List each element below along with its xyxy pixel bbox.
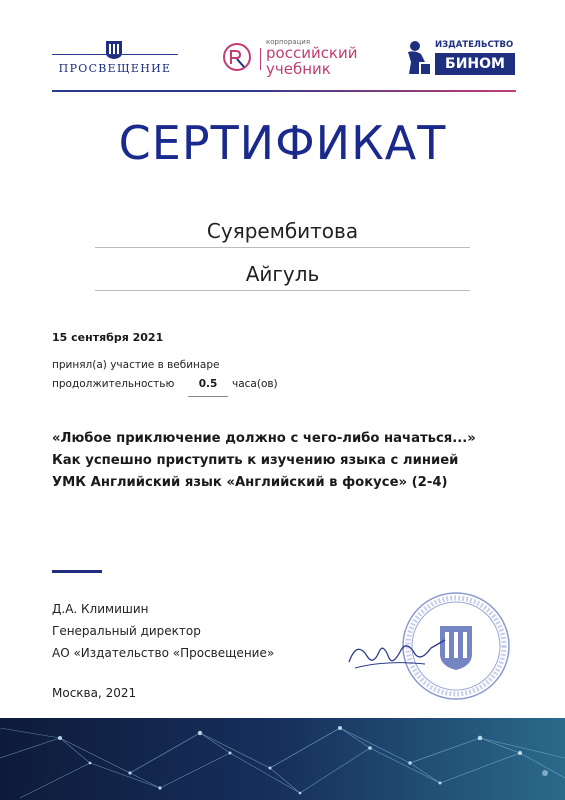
- recipient-last-name: Суярембитова: [206, 219, 359, 243]
- binom-logo-top-text: ИЗДАТЕЛЬСТВО: [435, 40, 514, 50]
- webinar-title-line: Как успешно приступить к изучению языка с линией: [52, 453, 459, 468]
- prosveshchenie-logo-text: ПРОСВЕЩЕНИЕ: [58, 62, 172, 75]
- webinar-title-line: «Любое приключение должно с чего-либо начаться...»: [52, 431, 476, 446]
- ru-logo-line1: российский: [266, 44, 358, 62]
- header-divider: [52, 90, 516, 92]
- footer-network-decoration: [0, 718, 565, 800]
- certificate-title: СЕРТИФИКАТ: [118, 116, 447, 170]
- signatory-name: Д.А. Климишин: [52, 602, 149, 616]
- ru-logo-line2: учебник: [266, 60, 331, 78]
- duration-value: 0.5: [198, 378, 218, 390]
- webinar-title: [52, 428, 522, 494]
- ru-logo-small-text: корпорация: [266, 38, 311, 46]
- binom-figure-icon: [405, 40, 431, 76]
- recipient-first-name: Айгуль: [245, 262, 320, 286]
- webinar-title-line: УМК Английский язык «Английский в фокусе» (2-4): [52, 475, 448, 490]
- rossiyskiy-uchebnik-logo: [222, 38, 372, 78]
- duration-label: продолжительностью: [52, 378, 175, 390]
- binom-logo: [405, 40, 517, 80]
- webinar-date: 15 сентября 2021: [52, 331, 164, 344]
- duration-underline: [188, 396, 228, 397]
- signatory-position: Генеральный директор: [52, 624, 201, 638]
- prosveshchenie-emblem-icon: [105, 40, 123, 60]
- signature-icon: [345, 630, 455, 675]
- first-name-underline: [95, 290, 470, 291]
- participation-text: принял(а) участие в вебинаре: [52, 359, 220, 371]
- last-name-underline: [95, 247, 470, 248]
- signatory-company: АО «Издательство «Просвещение»: [52, 646, 275, 660]
- place-year: Москва, 2021: [52, 686, 137, 700]
- accent-bar: [52, 570, 102, 573]
- duration-unit: часа(ов): [232, 378, 278, 390]
- prosveshchenie-logo: [52, 40, 178, 80]
- binom-logo-name: БИНОМ: [435, 53, 515, 75]
- ru-circle-icon: [222, 42, 252, 72]
